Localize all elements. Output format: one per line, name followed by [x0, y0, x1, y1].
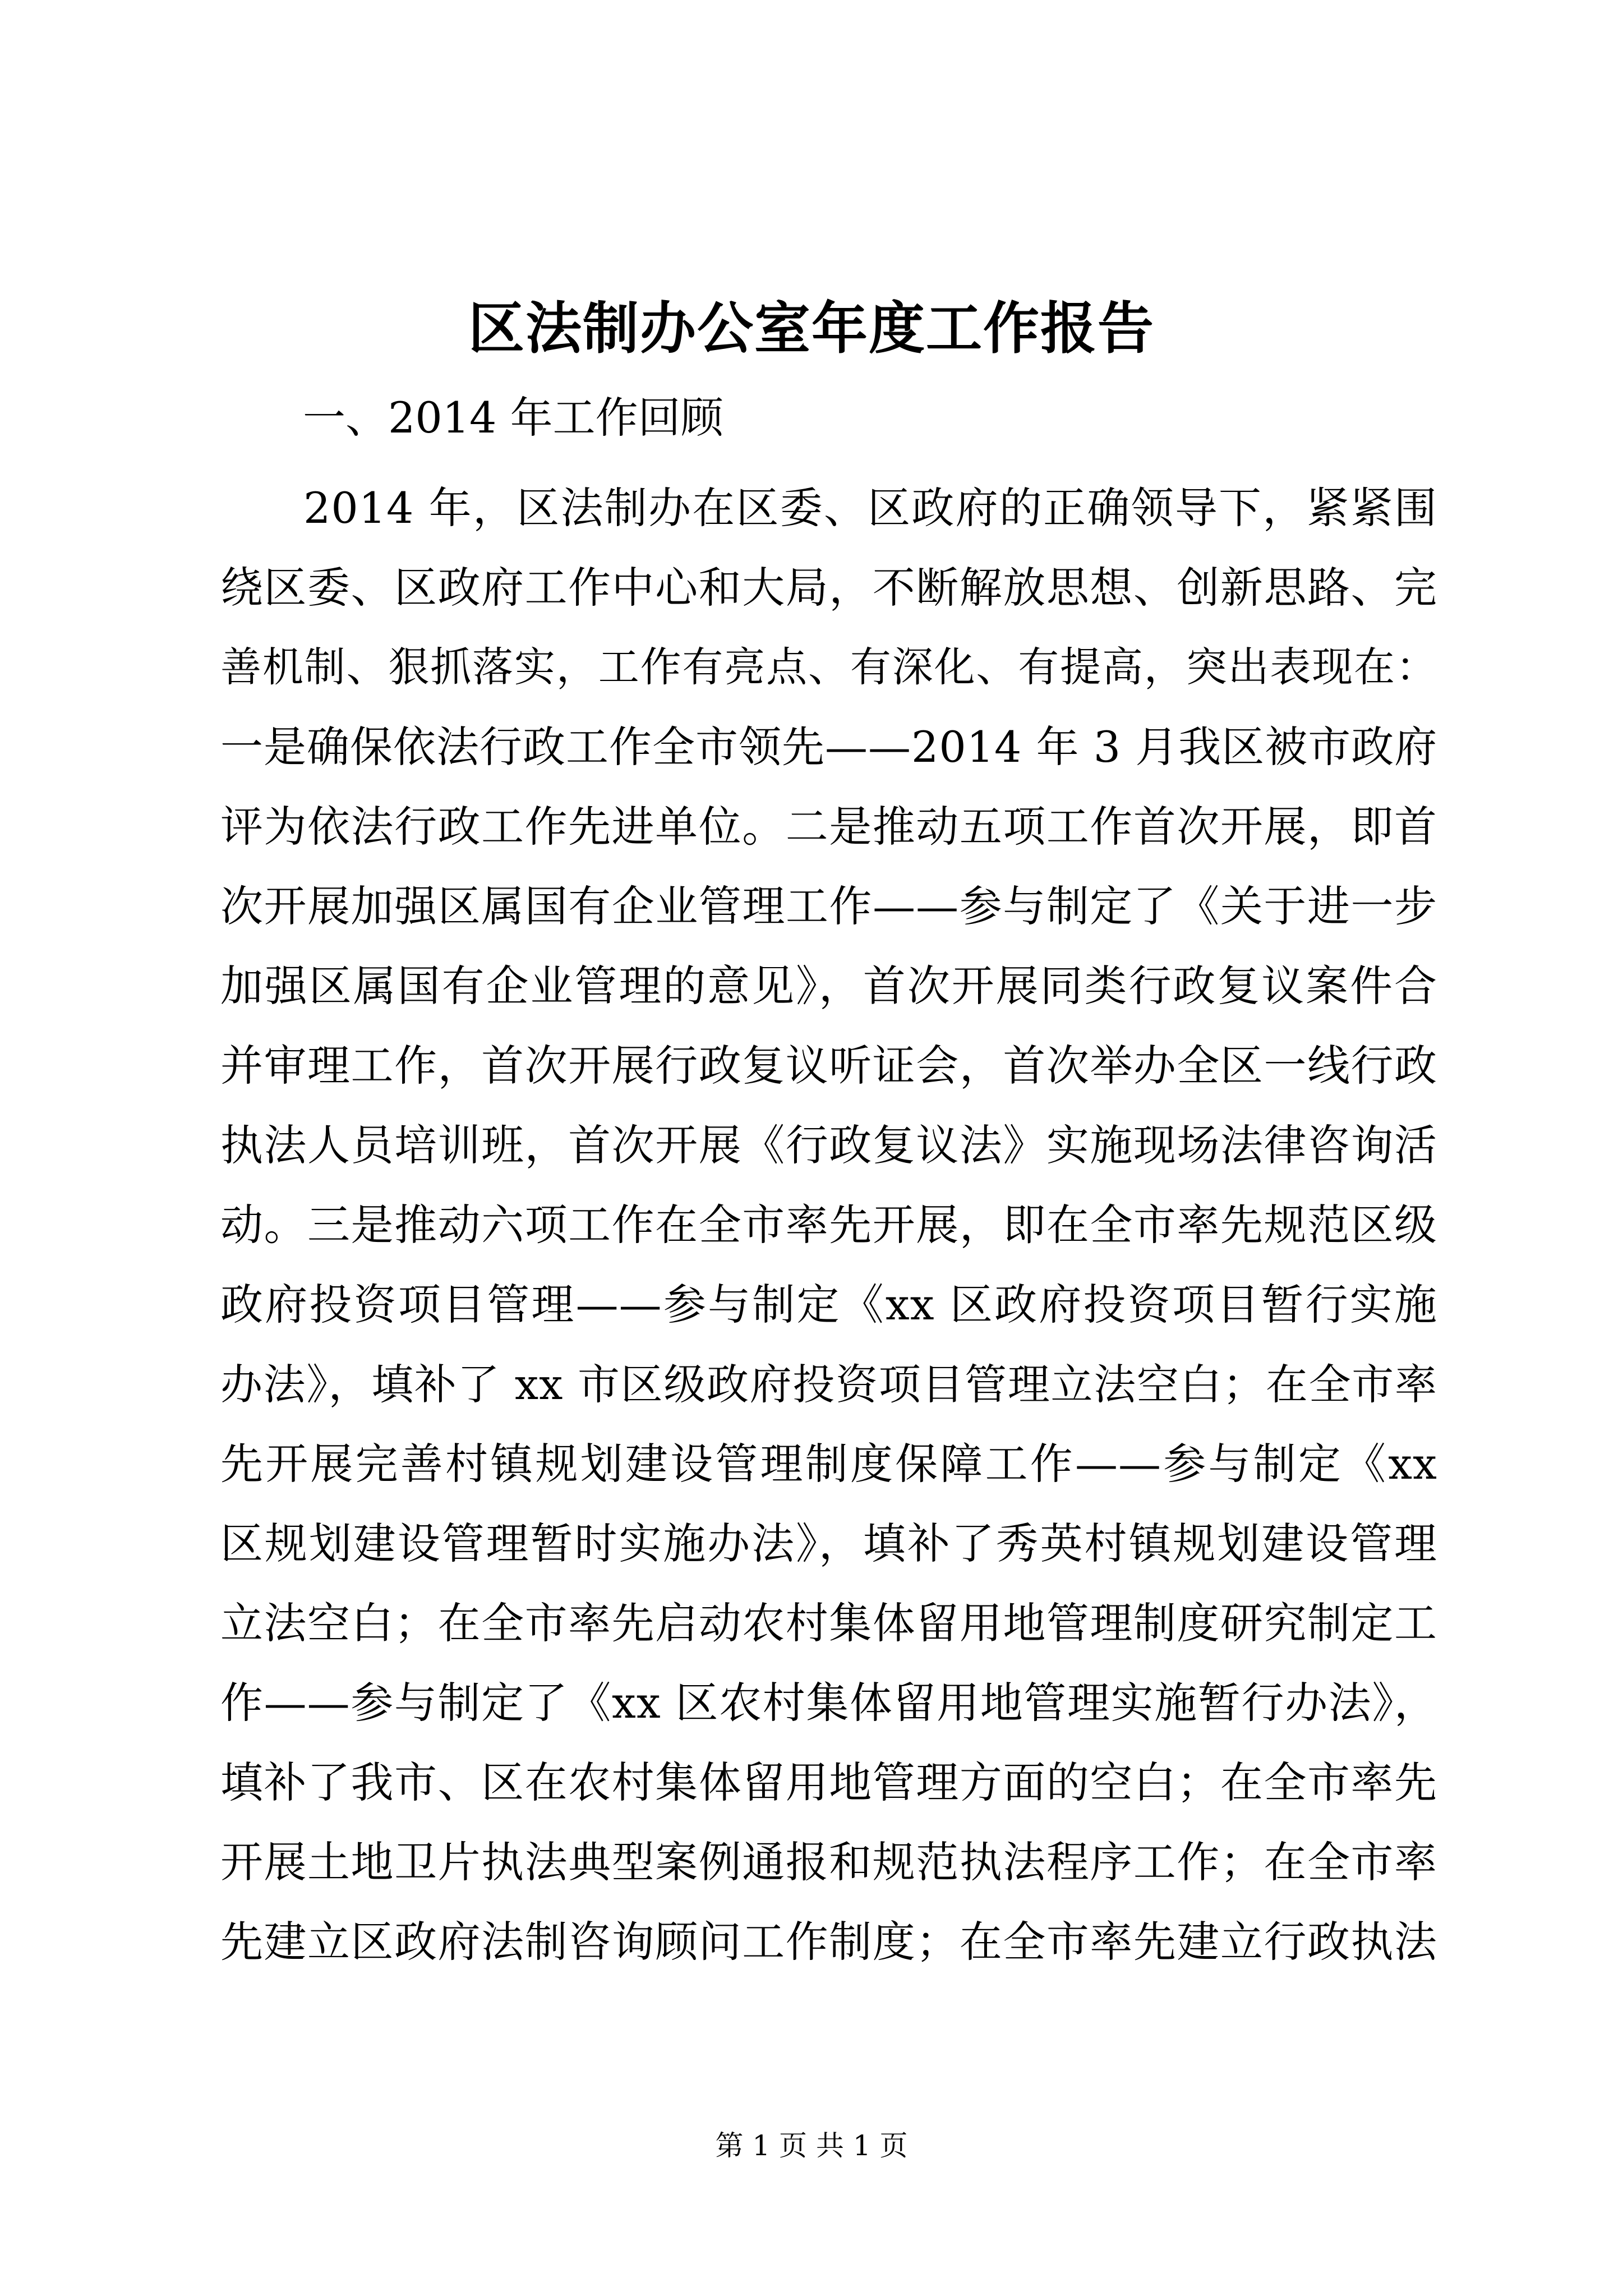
section-heading: 一、2014 年工作回顾: [303, 393, 723, 443]
paragraph-line: 动。三是推动六项工作在全市率先开展，即在全市率先规范区级: [220, 1200, 1437, 1250]
paragraph-line: 次开展加强区属国有企业管理工作——参与制定了《关于进一步: [220, 881, 1437, 931]
paragraph-line: 绕区委、区政府工作中心和大局，不断解放思想、创新思路、完: [220, 563, 1437, 613]
body-paragraph: [220, 468, 1437, 1982]
paragraph-line: 2014 年，区法制办在区委、区政府的正确领导下，紧紧围: [303, 483, 1437, 533]
paragraph-line: 填补了我市、区在农村集体留用地管理方面的空白；在全市率先: [220, 1757, 1437, 1807]
paragraph-line: 执法人员培训班，首次开展《行政复议法》实施现场法律咨询活: [220, 1120, 1437, 1170]
paragraph-line: 作——参与制定了《xx 区农村集体留用地管理实施暂行办法》，: [220, 1678, 1437, 1728]
paragraph-line: 区规划建设管理暂时实施办法》，填补了秀英村镇规划建设管理: [220, 1519, 1437, 1568]
paragraph-line: 先建立区政府法制咨询顾问工作制度；在全市率先建立行政执法: [220, 1917, 1437, 1967]
paragraph-line: 评为依法行政工作先进单位。二是推动五项工作首次开展，即首: [220, 802, 1437, 852]
paragraph-line: 政府投资项目管理——参与制定《xx 区政府投资项目暂行实施: [220, 1280, 1437, 1329]
document-title: 区法制办公室年度工作报告: [468, 295, 1155, 361]
paragraph-line: 一是确保依法行政工作全市领先——2014 年 3 月我区被市政府: [220, 722, 1438, 772]
paragraph-line: 善机制、狠抓落实，工作有亮点、有深化、有提高，突出表现在：: [220, 643, 1437, 691]
paragraph-line: 开展土地卫片执法典型案例通报和规范执法程序工作；在全市率: [220, 1837, 1437, 1887]
paragraph-line: 并审理工作，首次开展行政复议听证会，首次举办全区一线行政: [220, 1041, 1437, 1091]
paragraph-line: 立法空白；在全市率先启动农村集体留用地管理制度研究制定工: [220, 1598, 1437, 1648]
paragraph-line: 加强区属国有企业管理的意见》，首次开展同类行政复议案件合: [220, 961, 1437, 1011]
paragraph-line: 办法》，填补了 xx 市区级政府投资项目管理立法空白；在全市率: [220, 1360, 1437, 1409]
paragraph-line: 先开展完善村镇规划建设管理制度保障工作——参与制定《xx: [220, 1439, 1437, 1489]
page-number-footer: 第 1 页 共 1 页: [715, 2129, 908, 2162]
